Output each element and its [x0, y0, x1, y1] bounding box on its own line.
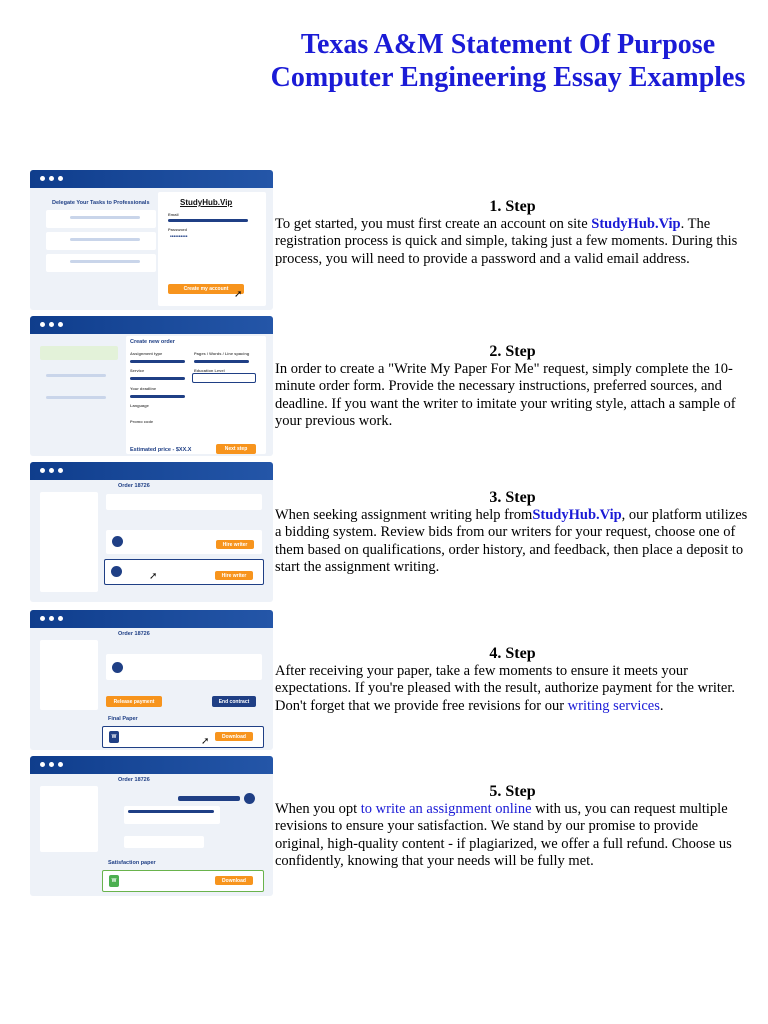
create-order-heading: Create new order: [130, 339, 175, 345]
satisfaction-paper-label: Satisfaction paper: [108, 860, 156, 866]
estimated-price: Estimated price - $XX.X: [130, 447, 192, 453]
cursor-icon: ➚: [234, 289, 243, 300]
release-payment-button[interactable]: Release payment: [106, 696, 162, 707]
step-2: [275, 343, 750, 430]
step-4-text: After receiving your paper, take a few moments to ensure it meets your expectations. If you're pleased with the result, authorize payment for the writer. Don't forget that we provide free revisions for our writing services.: [275, 663, 736, 714]
step-1-text: To get started, you must first create an account on site StudyHub.Vip. The registration process is quick and simple, taking just a few moments. During this process, you will need to provide a password and a valid email address.: [275, 216, 738, 267]
step-1-screenshot: [30, 170, 273, 310]
doc-icon: W: [109, 875, 119, 887]
order-number: Order 18726: [118, 483, 150, 489]
step-2-heading: 2. Step: [489, 343, 536, 360]
step-5-text: When you opt to write an assignment online with us, you can request multiple revisions to ensure your satisfaction. We stand by our promise to provide original, high-quality content - if plagiarized, we offer a full refund. Choose us confidently, knowing that your needs will be fully met.: [275, 801, 732, 869]
step-2-text: In order to create a "Write My Paper For Me" request, simply complete the 10-minute order form. Provide the necessary instructions, preferred sources, and deadline. If you want the writer to imitate your writing style, attach a sample of your previous work.: [275, 361, 736, 429]
cursor-icon: ➚: [149, 571, 158, 582]
step-3: [275, 489, 750, 576]
hire-writer-button[interactable]: Hire writer: [216, 540, 254, 549]
window-titlebar: [30, 462, 273, 480]
end-contract-button[interactable]: End contract: [212, 696, 256, 707]
studyhub-link[interactable]: StudyHub.Vip: [591, 216, 681, 232]
page-title: Texas A&M Statement Of Purpose Computer Engineering Essay Examples: [270, 29, 746, 93]
doc-icon: W: [109, 731, 119, 743]
window-titlebar: [30, 316, 273, 334]
window-titlebar: [30, 610, 273, 628]
shot1-left-heading: Delegate Your Tasks to Professionals: [52, 200, 150, 206]
studyhub-link[interactable]: StudyHub.Vip: [532, 507, 622, 523]
step-1: [275, 198, 750, 268]
step-3-heading: 3. Step: [489, 489, 536, 506]
download-button[interactable]: Download: [215, 732, 253, 741]
step-1-heading: 1. Step: [489, 198, 536, 215]
create-account-button[interactable]: Create my account: [168, 284, 244, 294]
cursor-icon: ➚: [201, 736, 210, 747]
window-titlebar: [30, 756, 273, 774]
brand-logo: StudyHub.Vip: [180, 198, 233, 207]
register-card: StudyHub.Vip Email Password •••••••••• Create my account ➚: [158, 192, 266, 306]
window-titlebar: [30, 170, 273, 188]
step-5-screenshot: [30, 756, 273, 896]
final-paper-label: Final Paper: [108, 716, 138, 722]
write-assignment-link[interactable]: to write an assignment online: [360, 801, 532, 817]
step-2-screenshot: Create new order Assignment type Pages / Words / Line spacing Service Education Level Your deadline Language Promo code Estimated price - $XX.X Next step: [30, 316, 273, 456]
step-4-screenshot: [30, 610, 273, 750]
order-number: Order 18726: [118, 631, 150, 637]
step-3-screenshot: [30, 462, 273, 602]
next-step-button[interactable]: Next step: [216, 444, 256, 454]
step-4-heading: 4. Step: [489, 645, 536, 662]
download-button[interactable]: Download: [215, 876, 253, 885]
step-5-heading: 5. Step: [489, 783, 536, 800]
writing-services-link[interactable]: writing services: [567, 697, 660, 714]
step-4: [275, 645, 750, 715]
hire-writer-button[interactable]: Hire writer: [215, 571, 253, 580]
step-5: [275, 783, 750, 870]
step-3-text: When seeking assignment writing help fromStudyHub.Vip, our platform utilizes a bidding system. Review bids from our writers for your request, choose one of them based on qualifications, order history, and feedback, then place a deposit to start the assignment writing.: [275, 507, 748, 575]
order-number: Order 18726: [118, 777, 150, 783]
